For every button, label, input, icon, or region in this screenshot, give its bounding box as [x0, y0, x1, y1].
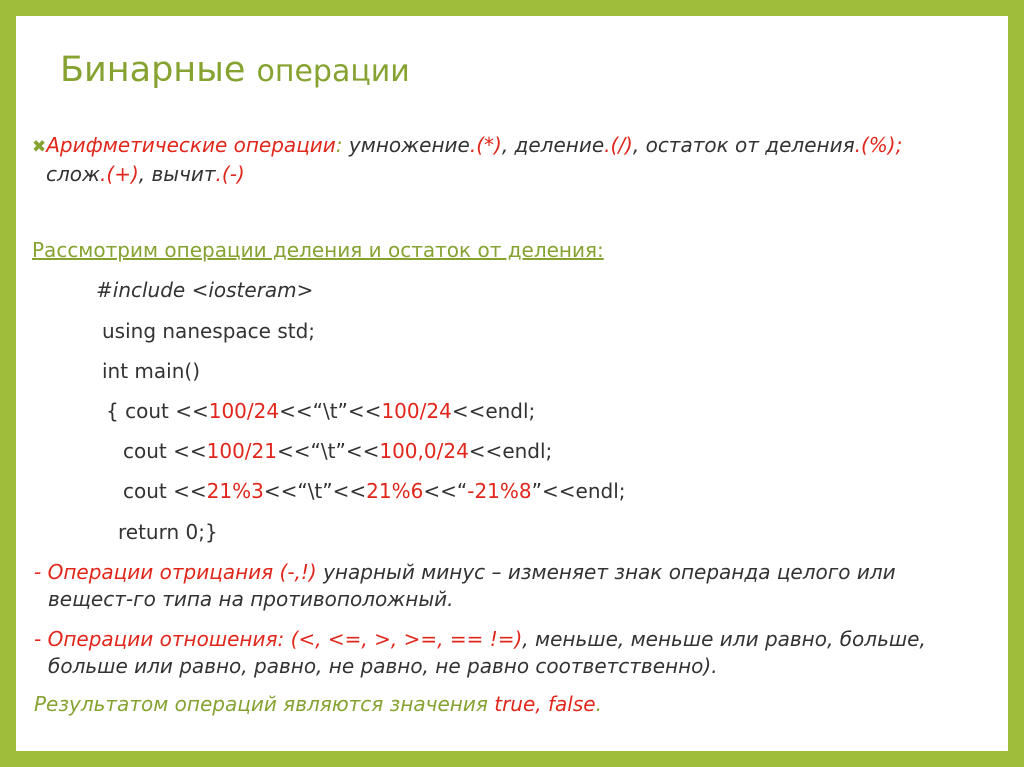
title-word-2: операции	[256, 54, 410, 89]
code-text: <<“\t”<<	[277, 439, 380, 463]
div-text: деление	[514, 133, 605, 157]
arithmetic-bullet	[32, 132, 1008, 188]
dash: -	[34, 627, 48, 651]
result-text: Результатом операций являются значения	[34, 692, 495, 716]
mul-op: .(*)	[469, 133, 502, 157]
code-expr: 21%6	[366, 479, 424, 503]
result-line	[34, 692, 602, 716]
slide	[16, 16, 1008, 751]
code-text: <<“\t”<<	[263, 479, 367, 503]
sub-text: вычит	[151, 162, 216, 186]
result-end: .	[595, 692, 602, 716]
mul-text: умножение	[348, 133, 470, 157]
negation-bullet	[34, 559, 994, 613]
relation-text-2: больше или равно, равно, не равно, не равно соответственно).	[48, 654, 718, 678]
code-text: ”<<endl;	[531, 479, 626, 503]
comma: ,	[138, 162, 146, 186]
comma: ,	[501, 133, 509, 157]
add-text: слож	[46, 162, 101, 186]
code-main: int main()	[102, 359, 201, 383]
code-return: return 0;}	[118, 520, 218, 544]
result-values: true, false	[494, 692, 596, 716]
code-text: <<“	[423, 479, 468, 503]
code-line-1	[106, 399, 535, 423]
div-op: .(/)	[604, 133, 633, 157]
comma: ,	[632, 133, 640, 157]
cross-bullet-icon: ✖	[32, 137, 47, 157]
code-include: #include <iosteram>	[96, 278, 314, 302]
negation-text-2: вещест-го типа на противоположный.	[48, 587, 454, 611]
code-expr: -21%8	[467, 479, 532, 503]
mod-text: остаток от деления	[645, 133, 855, 157]
code-expr: 100/24	[208, 399, 280, 423]
code-text: { cout <<	[106, 399, 209, 423]
arith-label: Арифметические операции	[46, 133, 336, 157]
negation-label: Операции отрицания (-,!)	[47, 560, 317, 584]
dash: -	[34, 560, 48, 584]
add-op: .(+)	[100, 162, 139, 186]
title-word-1: Бинарные	[60, 50, 246, 90]
mod-op: .(%);	[854, 133, 903, 157]
code-expr: 100/21	[206, 439, 277, 463]
code-text: <<endl;	[451, 399, 536, 423]
code-text: cout <<	[123, 439, 207, 463]
arith-line-2	[32, 161, 1008, 188]
code-expr: 21%3	[206, 479, 264, 503]
code-expr: 100,0/24	[379, 439, 469, 463]
page-title	[60, 50, 410, 90]
code-text: cout <<	[123, 479, 207, 503]
code-text: <<endl;	[468, 439, 553, 463]
relation-bullet	[34, 626, 994, 680]
negation-text: унарный минус – изменяет знак операнда целого или	[316, 560, 896, 584]
code-using: using nanespace std;	[102, 319, 316, 343]
code-expr: 100/24	[381, 399, 452, 423]
arith-colon: :	[335, 133, 343, 157]
relation-label: Операции отношения: (<, <=, >, >=, == !=)	[47, 627, 523, 651]
code-text: <<“\t”<<	[279, 399, 382, 423]
relation-text: , меньше, меньше или равно, больше,	[522, 627, 926, 651]
code-line-2	[123, 439, 552, 463]
code-line-3	[123, 479, 626, 503]
sub-op: .(-)	[215, 162, 245, 186]
consider-heading: Рассмотрим операции деления и остаток от деления:	[32, 238, 604, 262]
